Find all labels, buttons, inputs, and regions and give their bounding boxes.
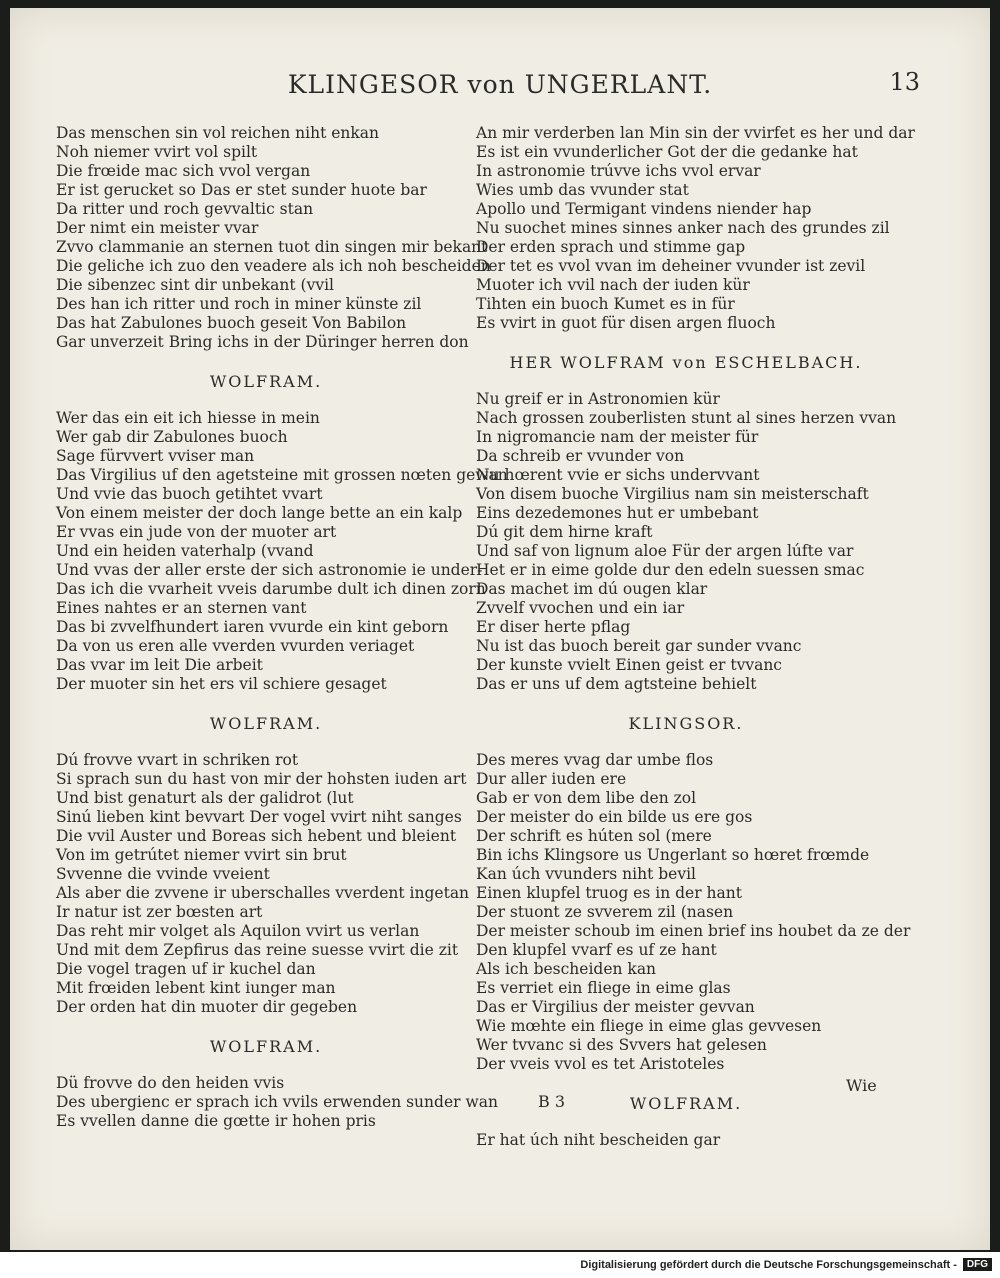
verse-line: Es verriet ein fliege in eime glas [476, 979, 731, 997]
right-column [476, 124, 915, 1150]
verse-line: Von disem buoche Virgilius nam sin meisterschaft [476, 485, 869, 503]
verse-line: Als ich bescheiden kan [476, 960, 657, 978]
verse-line: Die frœide mac sich vvol vergan [56, 162, 311, 180]
verse-line: Der kunste vvielt Einen geist er tvvanc [476, 656, 782, 674]
verse-line: Der meister schoub im einen brief ins houbet da ze der [476, 922, 911, 940]
verse-line: Das Virgilius uf den agetsteine mit grossen nœten gewan [56, 466, 508, 484]
verse-line: Nu ist das buoch bereit gar sunder vvanc [476, 637, 802, 655]
verse-line: Als aber die zvvene ir uberschalles vverdent ingetan [56, 884, 470, 902]
verse-line: Das er Virgilius der meister gevvan [476, 998, 755, 1016]
verse-line: Gab er von dem libe den zol [476, 789, 697, 807]
catchword: Wie [846, 1076, 877, 1095]
verse-line: Der muoter sin het ers vil schiere gesaget [56, 675, 387, 693]
section-heading: WOLFRAM. [209, 372, 323, 391]
verse-line: Das reht mir volget als Aquilon vvirt us verlan [56, 922, 420, 940]
verse-line: Der erden sprach und stimme gap [476, 238, 746, 256]
verse-line: Svvenne die vvinde vveient [56, 865, 270, 883]
verse-line: Wer tvvanc si des Svvers hat gelesen [476, 1036, 767, 1054]
verse-line: Nach grossen zouberlisten stunt al sines herzen vvan [476, 409, 897, 427]
verse-line: Da schreib er vvunder von [476, 447, 685, 465]
verse-line: Es vvirt in guot für disen argen fluoch [476, 314, 776, 332]
verse-line: Mit frœiden lebent kint iunger man [56, 979, 336, 997]
verse-line: Das hat Zabulones buoch geseit Von Babilon [56, 314, 407, 332]
verse-line: Bin ichs Klingsore us Ungerlant so hœret frœmde [476, 846, 870, 864]
verse-line: Sinú lieben kint bevvart Der vogel vvirt niht sanges [56, 808, 462, 826]
verse-line: Das er uns uf dem agtsteine behielt [476, 675, 757, 693]
verse-line: Dú frovve vvart in schriken rot [56, 751, 299, 769]
verse-line: Gar unverzeit Bring ichs in der Düringer herren don [56, 333, 469, 351]
verse-line: Das ich die vvarheit vveis darumbe dult ich dinen zorn [56, 580, 486, 598]
verse-line: Dú git dem hirne kraft [476, 523, 653, 541]
verse-line: Der vveis vvol es tet Aristoteles [476, 1055, 725, 1073]
verse-line: Die vogel tragen uf ir kuchel dan [56, 960, 316, 978]
verse-line: Ir natur ist zer bœsten art [56, 903, 263, 921]
signature-mark: B 3 [538, 1092, 566, 1111]
verse-line: Das vvar im leit Die arbeit [56, 656, 263, 674]
verse-line: An mir verderben lan Min sin der vvirfet es her und dar [476, 124, 915, 142]
verse-line: Er vvas ein jude von der muoter art [56, 523, 337, 541]
verse-line: Und vvie das buoch getihtet vvart [56, 485, 323, 503]
verse-line: Einen klupfel truog es in der hant [476, 884, 742, 902]
verse-line: Si sprach sun du hast von mir der hohsten iuden art [56, 770, 467, 788]
verse-line: Da ritter und roch gevvaltic stan [56, 200, 314, 218]
verse-line: Das bi zvvelfhundert iaren vvurde ein kint geborn [56, 618, 449, 636]
verse-line: Eins dezedemones hut er umbebant [476, 504, 759, 522]
verse-line: Es ist ein vvunderlicher Got der die gedanke hat [476, 143, 858, 161]
verse-line: Noh niemer vvirt vol spilt [56, 143, 258, 161]
verse-line: Nu hœrent vvie er sichs undervvant [476, 466, 760, 484]
verse-line: Wer gab dir Zabulones buoch [56, 428, 288, 446]
verse-line: Wer das ein eit ich hiesse in mein [56, 409, 320, 427]
verse-line: Von einem meister der doch lange bette an ein kalp [56, 504, 463, 522]
verse-line: Sage fürvvert vviser man [56, 447, 255, 465]
verse-line: In nigromancie nam der meister für [476, 428, 759, 446]
page-number: 13 [889, 68, 920, 96]
verse-line: Muoter ich vvil nach der iuden kür [476, 276, 750, 294]
verse-line: Zvvelf vvochen und ein iar [476, 599, 685, 617]
book-page [10, 8, 990, 1250]
verse-line: Kan úch vvunders niht bevil [476, 865, 697, 883]
verse-line: Er hat úch niht bescheiden gar [476, 1131, 721, 1149]
verse-line: Zvvo clammanie an sternen tuot din singen mir bekant [56, 238, 488, 256]
verse-line: Und vvas der aller erste der sich astronomie ie under- [56, 561, 483, 579]
verse-line: Het er in eime golde dur den edeln suessen smac [476, 561, 865, 579]
verse-line: Die vvil Auster und Boreas sich hebent und bleient [56, 827, 457, 845]
footer-text: Digitalisierung gefördert durch die Deutsche Forschungsgemeinschaft - [580, 1258, 957, 1271]
verse-line: Das machet im dú ougen klar [476, 580, 708, 598]
section-heading: HER WOLFRAM von ESCHELBACH. [509, 353, 863, 372]
verse-line: Eines nahtes er an sternen vant [56, 599, 307, 617]
verse-line: Und ein heiden vaterhalp (vvand [56, 542, 314, 560]
section-heading: KLINGSOR. [628, 714, 744, 733]
verse-line: Apollo und Termigant vindens niender hap [476, 200, 812, 218]
digitization-footer [580, 1258, 992, 1271]
verse-line: Des ubergienc er sprach ich vvils erwenden sunder wan [56, 1093, 498, 1111]
verse-line: Des meres vvag dar umbe flos [476, 751, 714, 769]
verse-line: Und saf von lignum aloe Für der argen lúfte var [476, 542, 854, 560]
verse-line: Dü frovve do den heiden vvis [56, 1074, 285, 1092]
section-heading: WOLFRAM. [629, 1094, 743, 1113]
dfg-logo: DFG [963, 1258, 992, 1271]
verse-line: Der meister do ein bilde us ere gos [476, 808, 753, 826]
verse-line: Nu greif er in Astronomien kür [476, 390, 720, 408]
verse-line: Nu suochet mines sinnes anker nach des grundes zil [476, 219, 890, 237]
verse-line: In astronomie trúvve ichs vvol ervar [476, 162, 761, 180]
verse-line: Und bist genaturt als der galidrot (lut [56, 789, 354, 807]
verse-line: Der schrift es húten sol (mere [476, 827, 712, 845]
verse-line: Das menschen sin vol reichen niht enkan [56, 124, 380, 142]
verse-line: Von im getrútet niemer vvirt sin brut [56, 846, 347, 864]
verse-line: Der stuont ze svverem zil (nasen [476, 903, 734, 921]
section-heading: WOLFRAM. [209, 1037, 323, 1056]
verse-line: Wies umb das vvunder stat [476, 181, 689, 199]
verse-line: Und mit dem Zepfirus das reine suesse vvirt die zit [56, 941, 459, 959]
verse-line: Tihten ein buoch Kumet es in für [476, 295, 735, 313]
section-heading: WOLFRAM. [209, 714, 323, 733]
verse-line: Dur aller iuden ere [476, 770, 627, 788]
running-head: KLINGESOR von UNGERLANT. [287, 70, 713, 99]
verse-line: Da von us eren alle vverden vvurden veriaget [56, 637, 415, 655]
verse-line: Wie mœhte ein fliege in eime glas gevvesen [476, 1017, 822, 1035]
left-column [56, 124, 508, 1131]
verse-line: Er diser herte pflag [476, 618, 631, 636]
verse-line: Des han ich ritter und roch in miner künste zil [56, 295, 422, 313]
verse-line: Der orden hat din muoter dir gegeben [56, 998, 358, 1016]
verse-line: Es vvellen danne die gœtte ir hohen pris [56, 1112, 376, 1130]
verse-line: Der tet es vvol vvan im deheiner vvunder ist zevil [476, 257, 866, 275]
verse-line: Die geliche ich zuo den veadere als ich noh bescheiden [56, 257, 491, 275]
verse-line: Den klupfel vvarf es uf ze hant [476, 941, 717, 959]
verse-line: Die sibenzec sint dir unbekant (vvil [56, 276, 334, 294]
verse-line: Der nimt ein meister vvar [56, 219, 259, 237]
verse-line: Er ist gerucket so Das er stet sunder huote bar [56, 181, 427, 199]
